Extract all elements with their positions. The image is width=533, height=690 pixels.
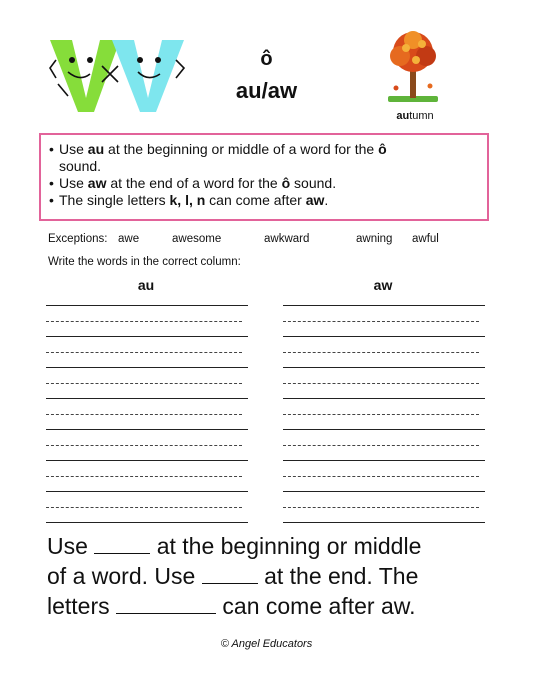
bullet: • <box>49 175 54 191</box>
rule-line <box>49 192 479 209</box>
summary-text: letters <box>47 593 110 619</box>
writing-line <box>46 460 248 462</box>
summary-text: of a word. Use <box>47 563 196 589</box>
writing-guide-line <box>46 476 242 478</box>
rule-bold: ô <box>281 175 291 191</box>
caption-rest: tumn <box>409 110 434 122</box>
rule-line <box>49 158 479 175</box>
writing-guide-line <box>46 445 242 447</box>
writing-guide-line <box>283 321 479 323</box>
exception-word: awkward <box>264 233 310 245</box>
summary-text: at the beginning or middle <box>156 533 422 559</box>
summary-line <box>47 591 507 621</box>
writing-line <box>46 336 248 338</box>
rules-box <box>39 133 489 221</box>
summary-line <box>47 531 507 561</box>
column-header-aw: aw <box>373 277 393 293</box>
rule-text: Use <box>59 141 88 157</box>
column-header-au: au <box>137 277 155 293</box>
rule-text: at the end of a word for the <box>106 175 282 191</box>
exception-word: awe <box>118 233 140 245</box>
writing-guide-line <box>283 383 479 385</box>
writing-line <box>283 305 485 307</box>
sound-spelling-title: au/aw <box>235 78 298 103</box>
writing-guide-line <box>46 414 242 416</box>
writing-line <box>283 460 485 462</box>
autumn-tree-icon <box>386 30 440 106</box>
writing-line <box>283 491 485 493</box>
rule-text: . <box>324 192 329 208</box>
writing-line <box>283 522 485 524</box>
fill-in-blank[interactable] <box>94 533 150 554</box>
summary-text: Use <box>47 533 88 559</box>
rule-text: sound. <box>290 175 337 191</box>
writing-line <box>46 491 248 493</box>
fill-in-blank[interactable] <box>202 563 258 584</box>
rule-line <box>49 175 479 192</box>
writing-guide-line <box>283 445 479 447</box>
rule-line <box>49 141 479 158</box>
rule-text: sound. <box>59 158 102 174</box>
writing-lines-au[interactable] <box>46 305 248 538</box>
writing-line <box>283 398 485 400</box>
exception-word: awesome <box>172 233 222 245</box>
writing-guide-line <box>46 352 242 354</box>
rule-text: The single letters <box>59 192 170 208</box>
writing-guide-line <box>46 321 242 323</box>
writing-line <box>46 398 248 400</box>
rule-bold: ô <box>378 141 387 157</box>
writing-line <box>283 336 485 338</box>
rule-text: at the beginning or middle of a word for the <box>104 141 379 157</box>
copyright-footer: © Angel Educators <box>220 638 313 650</box>
writing-line <box>46 305 248 307</box>
summary-text: can come after aw. <box>222 593 416 619</box>
writing-guide-line <box>283 507 479 509</box>
exceptions-list <box>48 233 439 245</box>
writing-guide-line <box>283 352 479 354</box>
bullet: • <box>49 141 54 157</box>
writing-guide-line <box>283 476 479 478</box>
rule-bold: aw <box>305 192 325 208</box>
writing-line <box>46 522 248 524</box>
summary-text: at the end. The <box>264 563 419 589</box>
exceptions-label: Exceptions: <box>48 233 108 245</box>
writing-guide-line <box>46 507 242 509</box>
rule-bold: aw <box>87 175 107 191</box>
writing-line <box>46 429 248 431</box>
rule-text: can come after <box>205 192 306 208</box>
exception-word: awning <box>356 233 393 245</box>
exception-word: awful <box>412 233 439 245</box>
writing-lines-aw[interactable] <box>283 305 485 538</box>
summary-fill-in <box>47 531 507 621</box>
writing-line <box>46 367 248 369</box>
picture-caption <box>370 110 460 122</box>
sound-symbol: ô <box>260 48 273 70</box>
rule-text: Use <box>59 175 88 191</box>
instruction-text: Write the words in the correct column: <box>48 256 241 268</box>
rule-bold: au <box>87 141 105 157</box>
fill-in-blank[interactable] <box>116 593 216 614</box>
writing-guide-line <box>46 383 242 385</box>
writing-line <box>283 367 485 369</box>
bullet: • <box>49 192 54 208</box>
writing-guide-line <box>283 414 479 416</box>
summary-line <box>47 561 507 591</box>
caption-bold-part: au <box>396 110 410 122</box>
writing-line <box>283 429 485 431</box>
rule-bold: k, l, n <box>169 192 206 208</box>
